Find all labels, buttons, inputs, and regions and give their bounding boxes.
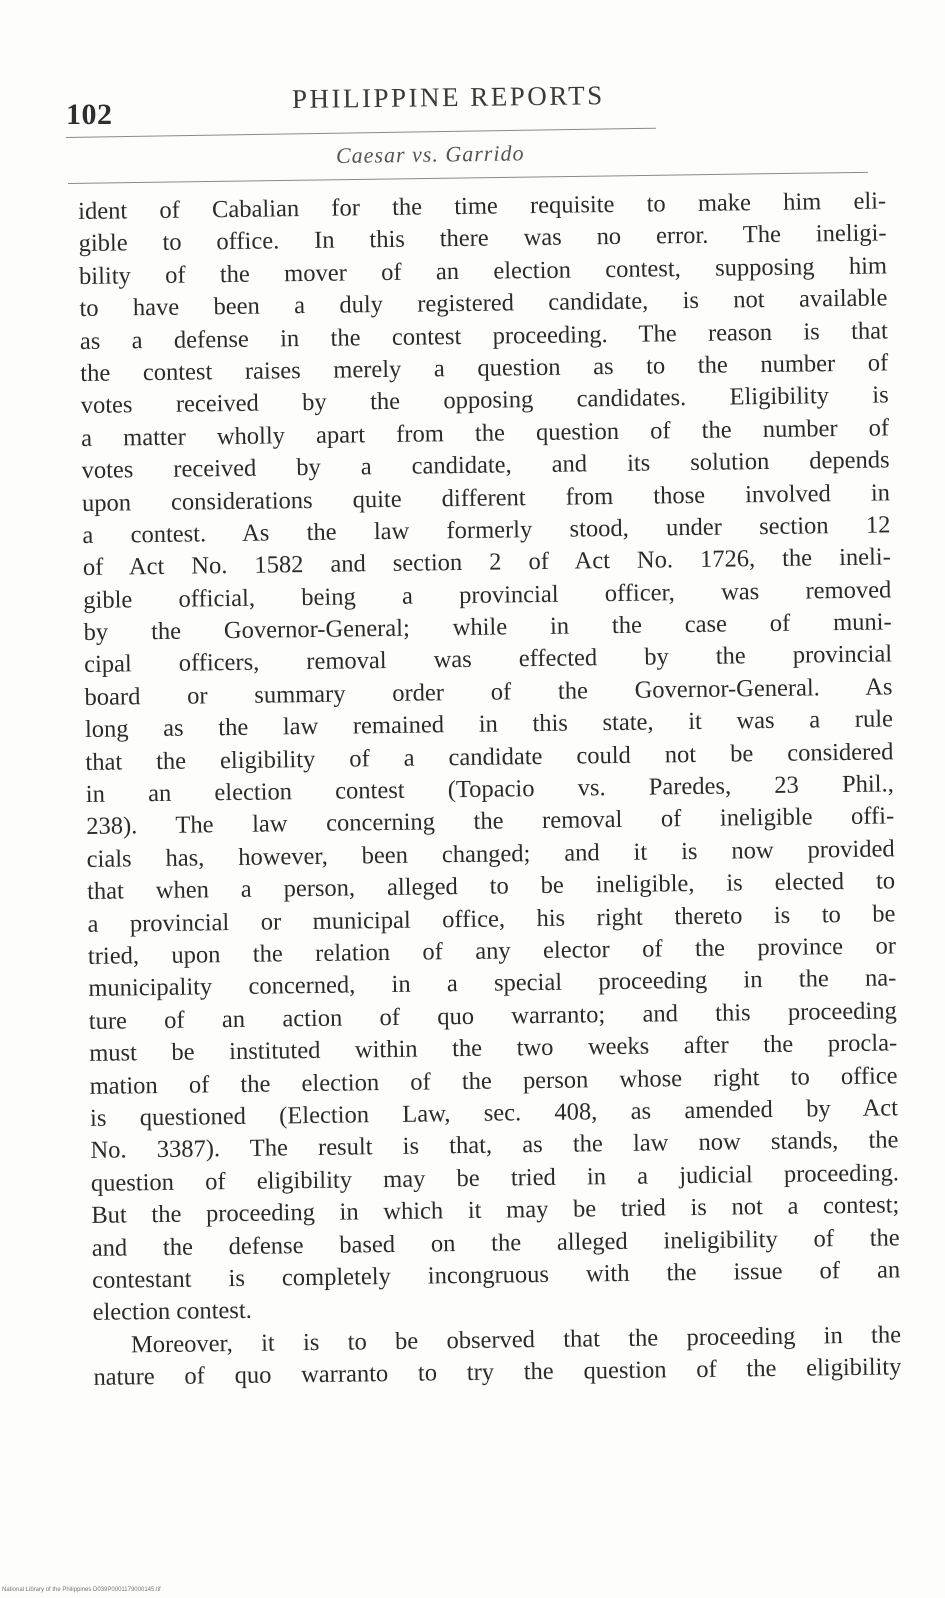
text-line: votes received by a candidate, and its solution depends bbox=[81, 446, 890, 485]
text-line: that the eligibility of a candidate could not be considered bbox=[85, 738, 894, 776]
paragraph bbox=[78, 185, 901, 1329]
text-line: is questioned (Election Law, sec. 408, as amended by Act bbox=[89, 1094, 899, 1132]
text-line: ture of an action of quo warranto; and this proceeding bbox=[88, 997, 897, 1035]
text-line: No. 3387). The result is that, as the law now stands, the bbox=[90, 1126, 899, 1165]
text-line: and the defense based on the alleged ineligibility of the bbox=[91, 1223, 900, 1262]
text-line: 238). The law concerning the removal of ineligible offi- bbox=[86, 802, 895, 841]
text-line: of Act No. 1582 and section 2 of Act No. 1726, the ineli- bbox=[82, 543, 891, 582]
text-line: nature of quo warranto to try the question of the eligibility bbox=[93, 1353, 902, 1391]
text-line: cipal officers, removal was effected by the provincial bbox=[83, 640, 893, 679]
running-title: PHILIPPINE REPORTS bbox=[291, 80, 605, 114]
scan-footer-note: National Library of the Philippines D039P0001179000145.tif bbox=[2, 1587, 161, 1593]
text-line: municipality concerned, in a special proceeding in the na- bbox=[88, 964, 897, 1003]
text-line: by the Governor-General; while in the case of muni- bbox=[83, 608, 892, 647]
text-line: tried, upon the relation of any elector of the province or bbox=[87, 932, 897, 970]
text-line: the contest raises merely a question as to the number of bbox=[80, 349, 889, 387]
text-line: cials has, however, been changed; and it is now provided bbox=[86, 835, 895, 873]
text-line: question of eligibility may be tried in a judicial proceeding. bbox=[90, 1159, 900, 1197]
text-line: election contest. bbox=[92, 1297, 252, 1327]
text-line: in an election contest (Topacio vs. Paredes, 23 Phil., bbox=[85, 770, 894, 808]
text-line: ident of Cabalian for the time requisite to make him eli- bbox=[78, 187, 887, 225]
text-line: board or summary order of the Governor-General. As bbox=[84, 673, 893, 711]
text-line: gible official, being a provincial officer, was removed bbox=[83, 576, 892, 614]
text-line: But the proceeding in which it may be tried is not a contest; bbox=[91, 1191, 900, 1230]
header-rule bbox=[66, 128, 656, 138]
text-line: that when a person, alleged to be ineligible, is elected to bbox=[86, 867, 896, 906]
page-number: 102 bbox=[66, 98, 113, 131]
body-text bbox=[78, 185, 902, 1394]
text-line: a matter wholly apart from the question of the number of bbox=[80, 414, 890, 452]
caption-rule bbox=[68, 172, 868, 184]
text-line: long as the law remained in this state, it was a rule bbox=[84, 705, 894, 744]
text-line: a contest. As the law formerly stood, under section 12 bbox=[82, 511, 891, 549]
text-line: upon considerations quite different from those involved in bbox=[81, 478, 891, 517]
text-line: a provincial or municipal office, his right thereto is to be bbox=[87, 899, 896, 938]
text-line: as a defense in the contest proceeding. The reason is that bbox=[79, 316, 889, 355]
text-line: mation of the election of the person whose right to office bbox=[89, 1061, 898, 1100]
text-line: bility of the mover of an election contest, supposing him bbox=[78, 252, 888, 290]
text-line: contestant is completely incongruous with the issue of an bbox=[92, 1256, 901, 1294]
case-caption: Caesar vs. Garrido bbox=[335, 140, 525, 168]
text-line: to have been a duly registered candidate, is not available bbox=[79, 284, 888, 323]
text-line: gible to office. In this there was no error. The ineligi- bbox=[78, 219, 887, 258]
text-line: must be instituted within the two weeks after the procla- bbox=[89, 1029, 898, 1068]
text-line: Moreover, it is to be observed that the proceeding in the bbox=[130, 1320, 902, 1359]
paragraph bbox=[93, 1319, 902, 1394]
text-line: votes received by the opposing candidates. Eligibility is bbox=[80, 381, 889, 420]
